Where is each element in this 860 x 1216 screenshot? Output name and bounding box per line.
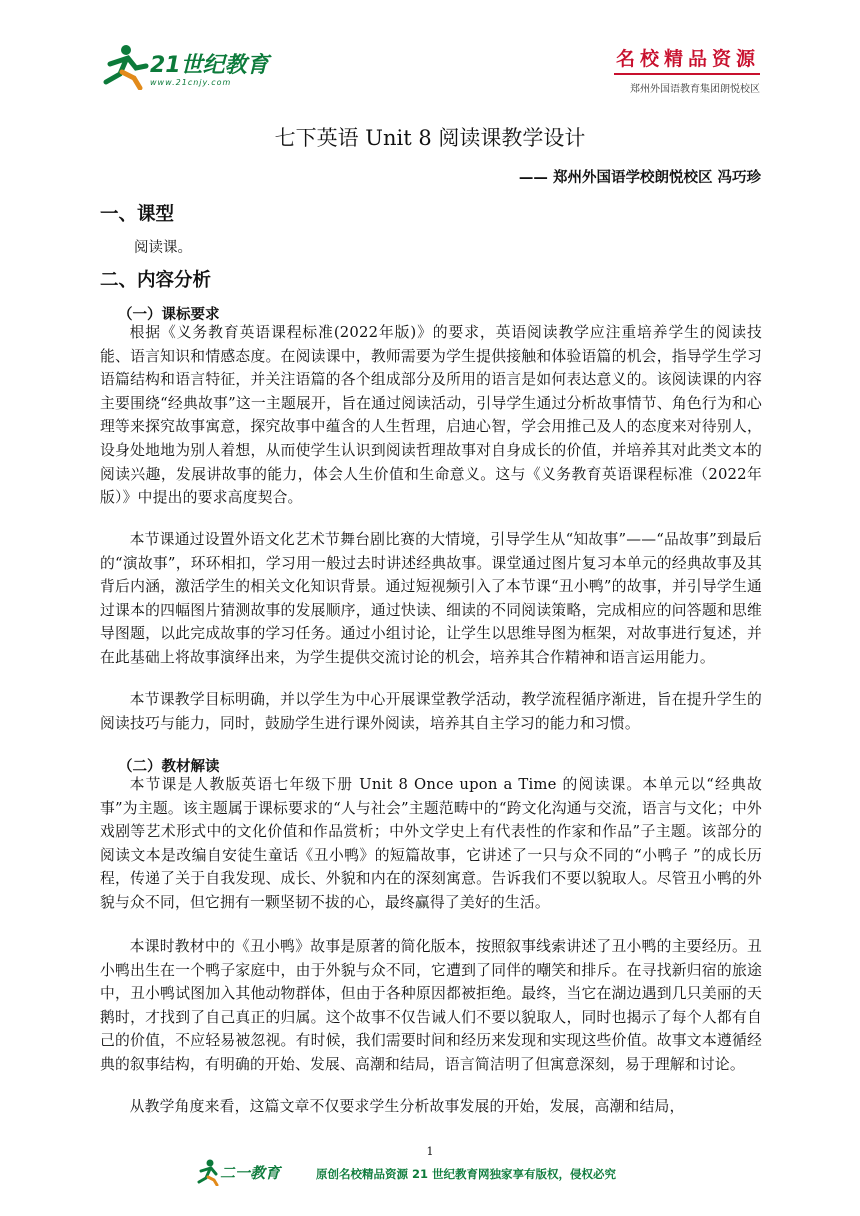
subsection-heading-textbook: （二）教材解读 (118, 759, 220, 775)
page-number: 1 (426, 1145, 434, 1158)
paragraph-curriculum-1: 根据《义务教育英语课程标准(2022年版)》的要求，英语阅读教学应注重培养学生的阅读技能、语言知识和情感态度。在阅读课中，教师需要为学生提供接触和体验语篇的机会，指导学生学习语篇结构和语言特征，并关注语篇的各个组成部分及所用的语言是如何表达意义的。该阅读课的内容主要围绕“经典故事”这一主题展开，旨在通过阅读活动，引导学生通过分析故事情节、角色行为和心理等来探究故事寓意，探究故事中蕴含的人生哲理，启迪心智，学会用推己及人的态度来对待别人，设身处地地为别人着想，从而使学生认识到阅读哲理故事对自身成长的价值，并培养其对此类文本的阅读兴趣，发展讲故事的能力，体会人生价值和生命意义。这与《义务教育英语课程标准（2022年版）》中提出的要求高度契合。 (100, 324, 762, 507)
logo-text: 21世纪教育 (150, 53, 269, 78)
section-heading-content-analysis: 二、内容分析 (100, 270, 212, 291)
author-line: —— 郑州外国语学校朗悦校区 冯巧珍 (518, 170, 761, 186)
footer-runner-icon (196, 1158, 222, 1186)
paragraph-textbook-2: 本课时教材中的《丑小鸭》故事是原著的简化版本，按照叙事线索讲述了丑小鸭的主要经历。丑小鸭出生在一个鸭子家庭中，由于外貌与众不同，它遭到了同伴的嘲笑和排斥。在寻找新归宿的旅途中，丑小鸭试图加入其他动物群体，但由于各种原因都被拒绝。最终，当它在湖边遇到几只美丽的天鹅时，才找到了自己真正的归属。这个故事不仅告诫人们不要以貌取人，同时也揭示了每个人都有自己的价值，不应轻易被忽视。有时候，我们需要时间和经历来发现和实现这些价值。故事文本遵循经典的叙事结构，有明确的开始、发展、高潮和结局，语言简洁明了但寓意深刻，易于理解和讨论。 (100, 938, 762, 1073)
footer-logo-text: 二一教育 (220, 1164, 281, 1182)
brand-title: 名校精品资源 (615, 48, 760, 70)
lesson-type-text: 阅读课。 (134, 240, 192, 256)
runner-logo-icon (96, 42, 156, 90)
brand-subtitle: 郑州外国语教育集团朗悦校区 (630, 84, 760, 95)
page-footer (210, 1158, 730, 1198)
logo-url: www.21cnjy.com (150, 78, 232, 87)
section-heading-lesson-type: 一、课型 (100, 204, 175, 225)
footer-copyright: 原创名校精品资源 21 世纪教育网独家享有版权，侵权必究 (316, 1167, 617, 1181)
paragraph-textbook-1: 本节课是人教版英语七年级下册 Unit 8 Once upon a Time 的阅读课。本单元以“经典故事”为主题。该主题属于课标要求的“人与社会”主题范畴中的“跨文化沟通与交流，语言与文化；中外戏剧等艺术形式中的文化价值和作品赏析；中外文学史上有代表性的作家和作品”子主题。该部分的阅读文本是改编自安徒生童话《丑小鸭》的短篇故事，它讲述了一只与众不同的“小鸭子 ”的成长历程，传递了关于自我发现、成长、外貌和内在的深刻寓意。告诉我们不要以貌取人。尽管丑小鸭的外貌与众不同，但它拥有一颗坚韧不拔的心，最终赢得了美好的生活。 (100, 776, 762, 911)
paragraph-curriculum-3: 本节课教学目标明确，并以学生为中心开展课堂教学活动，教学流程循序渐进，旨在提升学生的阅读技巧与能力，同时，鼓励学生进行课外阅读，培养其自主学习的能力和习惯。 (100, 691, 762, 732)
header-divider (614, 73, 760, 75)
page-header (0, 0, 860, 110)
paragraph-curriculum-2: 本节课通过设置外语文化艺术节舞台剧比赛的大情境，引导学生从“知故事”——“品故事”到最后的“演故事”，环环相扣，学习用一般过去时讲述经典故事。课堂通过图片复习本单元的经典故事及其背后内涵，激活学生的相关文化知识背景。通过短视频引入了本节课“丑小鸭”的故事，并引导学生通过课本的四幅图片猜测故事的发展顺序，通过快读、细读的不同阅读策略，完成相应的问答题和思维导图题，以此完成故事的学习任务。通过小组讨论，让学生以思维导图为框架，对故事进行复述，并在此基础上将故事演绎出来，为学生提供交流讨论的机会，培养其合作精神和语言运用能力。 (100, 531, 762, 666)
subsection-heading-curriculum: （一）课标要求 (118, 307, 220, 323)
paragraph-textbook-3: 从教学角度来看，这篇文章不仅要求学生分析故事发展的开始，发展，高潮和结局， (129, 1098, 685, 1115)
document-title: 七下英语 Unit 8 阅读课教学设计 (274, 126, 586, 150)
